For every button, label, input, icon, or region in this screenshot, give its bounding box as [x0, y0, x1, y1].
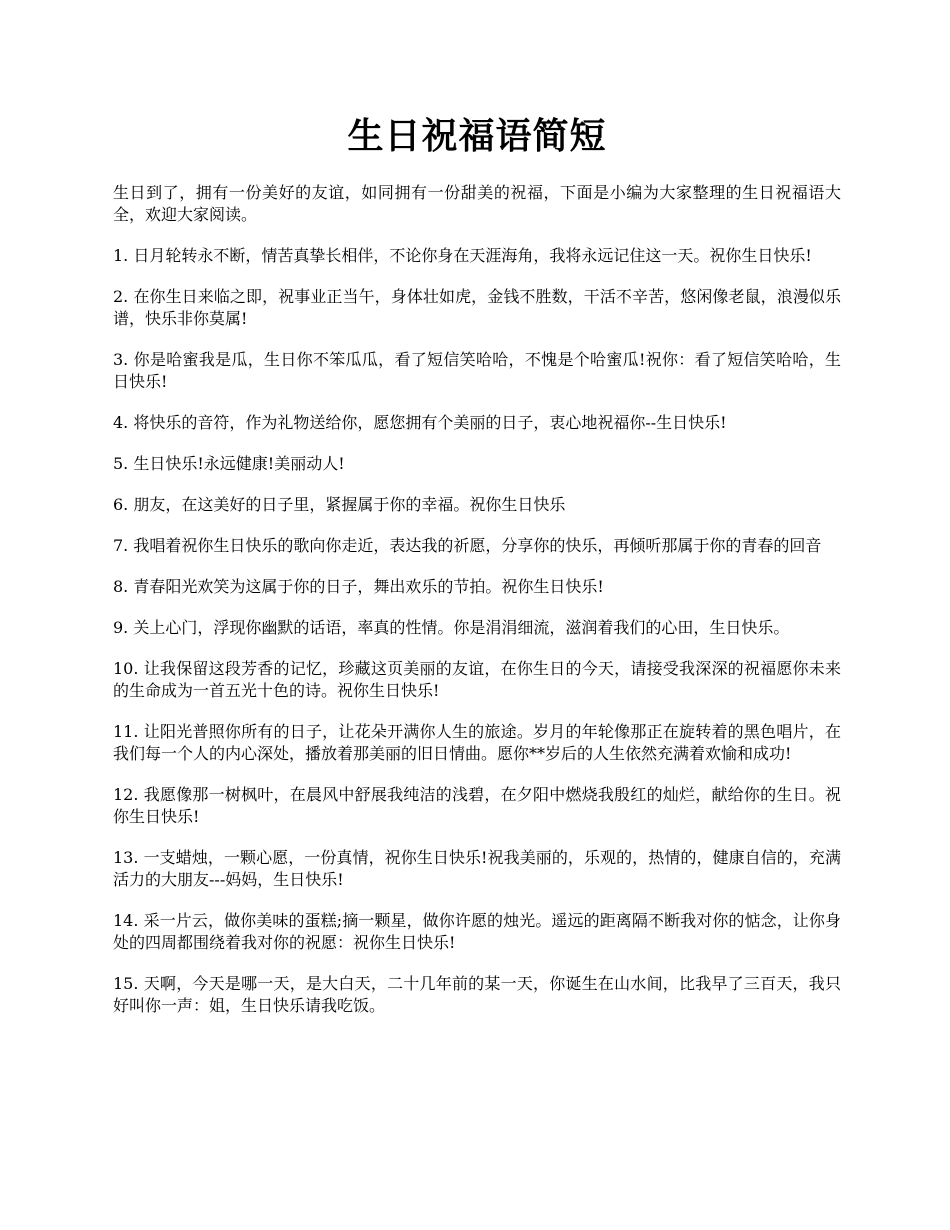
list-item-text: 让阳光普照你所有的日子，让花朵开满你人生的旅途。岁月的年轮像那正在旋转着的黑色唱片，在我们每一个人的内心深处，播放着那美丽的旧日情曲。愿你**岁后的人生依然充满着欢愉和成功!: [113, 722, 842, 763]
list-item-text: 青春阳光欢笑为这属于你的日子，舞出欢乐的节拍。祝你生日快乐!: [133, 577, 604, 596]
list-item: [113, 245, 841, 267]
list-item-text: 采一片云，做你美味的蛋糕;摘一颗星，做你许愿的烛光。遥远的距离隔不断我对你的惦念，让你身处的四周都围绕着我对你的祝愿：祝你生日快乐!: [113, 911, 841, 952]
list-item-number: 9.: [113, 618, 134, 637]
list-item-number: 15.: [113, 974, 144, 993]
list-item-text: 一支蜡烛，一颗心愿，一份真情，祝你生日快乐!祝我美丽的，乐观的，热情的，健康自信的，充满活力的大朋友---妈妈，生日快乐!: [113, 848, 842, 889]
list-item: [113, 617, 841, 639]
list-item: [113, 349, 841, 393]
document-page: [113, 112, 841, 1036]
intro-paragraph: 生日到了，拥有一份美好的友谊，如同拥有一份甜美的祝福，下面是小编为大家整理的生日祝福语大全，欢迎大家阅读。: [113, 183, 841, 224]
list-item-text: 让我保留这段芳香的记忆，珍藏这页美丽的友谊，在你生日的今天，请接受我深深的祝福愿你未来的生命成为一首五光十色的诗。祝你生日快乐!: [113, 659, 842, 700]
list-item-text: 我唱着祝你生日快乐的歌向你走近，表达我的祈愿，分享你的快乐，再倾听那属于你的青春的回音: [133, 536, 822, 555]
list-item-number: 11.: [113, 722, 144, 741]
list-item-number: 2.: [113, 287, 134, 306]
list-item-text: 我愿像那一树枫叶，在晨风中舒展我纯洁的浅碧，在夕阳中燃烧我殷红的灿烂，献给你的生日。祝你生日快乐!: [113, 785, 842, 826]
list-item-text: 生日快乐!永远健康!美丽动人!: [133, 454, 345, 473]
list-item-text: 朋友，在这美好的日子里，紧握属于你的幸福。祝你生日快乐: [133, 495, 566, 514]
list-item: [113, 847, 841, 891]
list-item: [113, 784, 841, 828]
list-item-text: 在你生日来临之即，祝事业正当午，身体壮如虎，金钱不胜数，干活不辛苦，悠闲像老鼠，浪漫似乐谱，快乐非你莫属!: [113, 287, 841, 328]
list-item-text: 天啊，今天是哪一天，是大白天，二十几年前的某一天，你诞生在山水间，比我早了三百天，我只好叫你一声：姐，生日快乐请我吃饭。: [113, 974, 842, 1015]
list-item-text: 你是哈蜜我是瓜，生日你不笨瓜瓜，看了短信笑哈哈，不愧是个哈蜜瓜!祝你：看了短信笑哈哈，生日快乐!: [113, 350, 841, 391]
list-item-number: 3.: [113, 350, 134, 369]
list-item: [113, 576, 841, 598]
document-title: 生日祝福语简短: [347, 115, 607, 157]
list-item-text: 关上心门，浮现你幽默的话语，率真的性情。你是涓涓细流，滋润着我们的心田，生日快乐。: [133, 618, 790, 637]
list-item-text: 日月轮转永不断，情苦真挚长相伴，不论你身在天涯海角，我将永远记住这一天。祝你生日快乐!: [133, 246, 812, 265]
list-item: [113, 286, 841, 330]
list-item-number: 5.: [113, 454, 134, 473]
list-item: [113, 412, 841, 434]
list-item: [113, 973, 841, 1017]
list-item: [113, 721, 841, 765]
list-item: [113, 453, 841, 475]
list-item-number: 13.: [113, 848, 144, 867]
list-item-text: 将快乐的音符，作为礼物送给你，愿您拥有个美丽的日子，衷心地祝福你--生日快乐!: [133, 413, 727, 432]
list-item: [113, 910, 841, 954]
list-item-number: 7.: [113, 536, 134, 555]
list-item-number: 6.: [113, 495, 134, 514]
list-item-number: 8.: [113, 577, 134, 596]
list-item: [113, 535, 841, 557]
list-item: [113, 658, 841, 702]
list-item-number: 4.: [113, 413, 134, 432]
wish-list: [113, 245, 841, 1017]
list-item-number: 10.: [113, 659, 144, 678]
list-item: [113, 494, 841, 516]
list-item-number: 1.: [113, 246, 134, 265]
list-item-number: 12.: [113, 785, 144, 804]
list-item-number: 14.: [113, 911, 144, 930]
